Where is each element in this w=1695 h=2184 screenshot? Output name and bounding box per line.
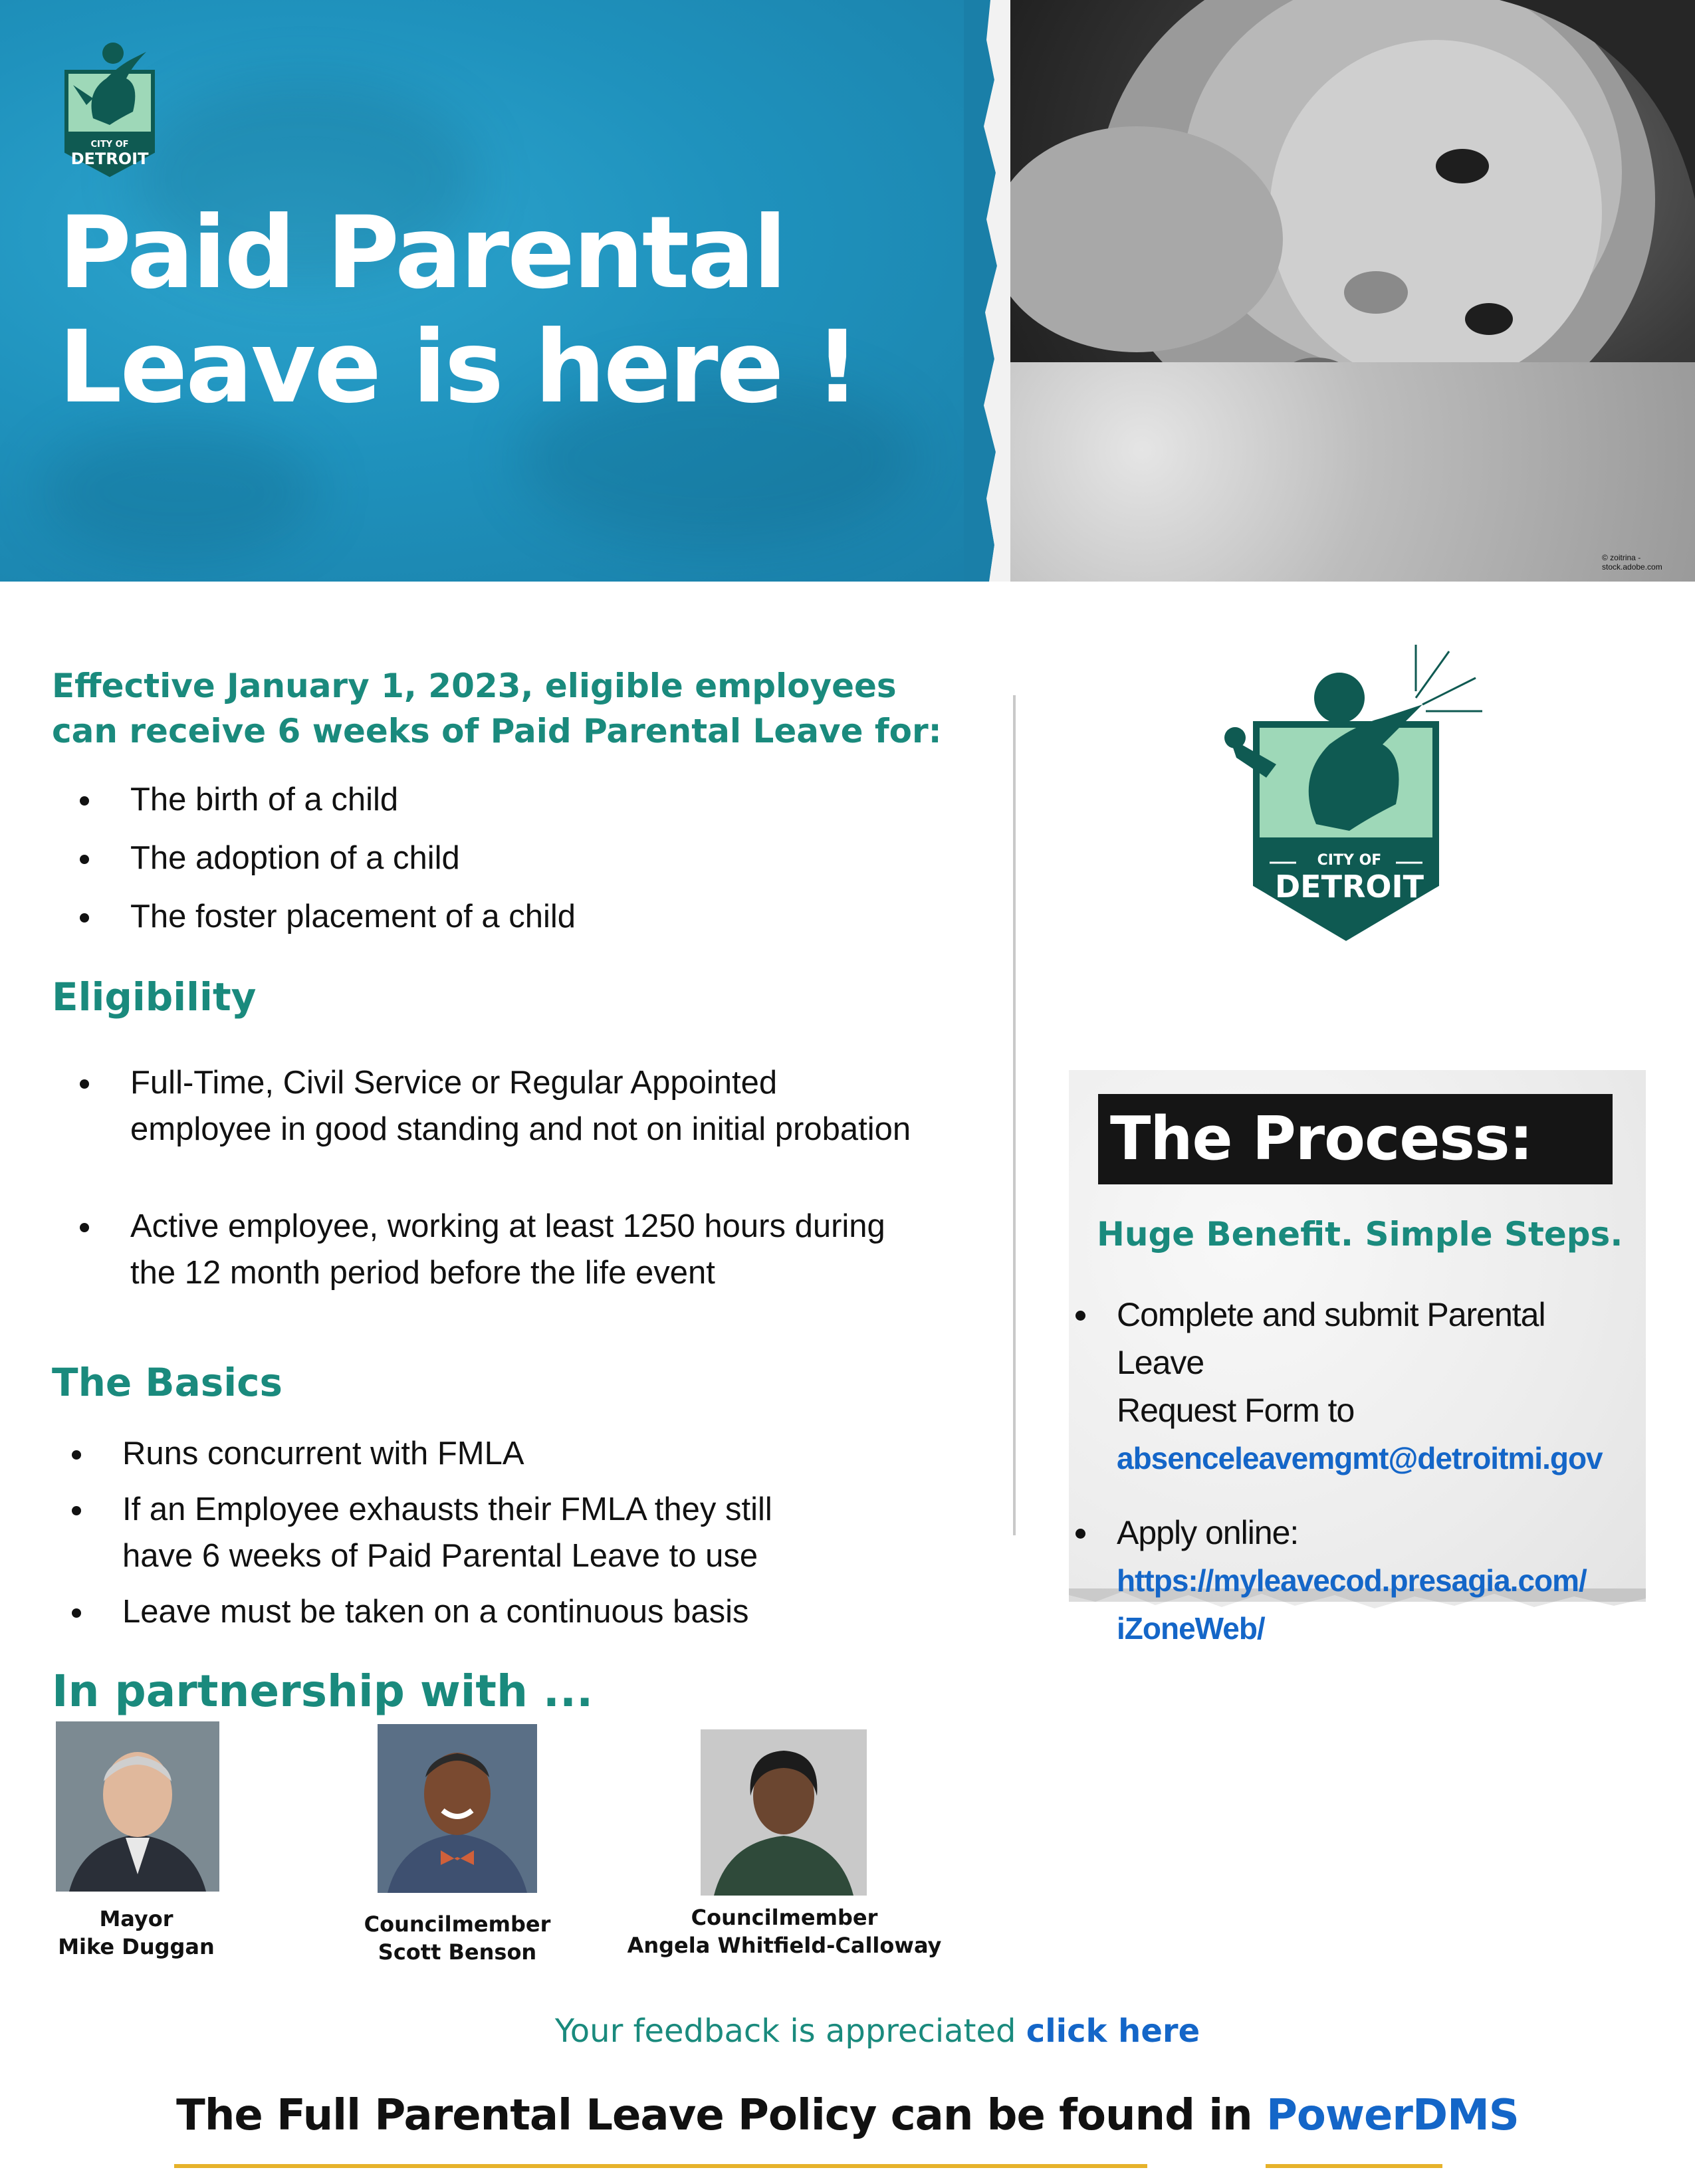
torn-edge-divider [964,0,1010,582]
apply-online-link[interactable] [1117,1557,1640,1652]
partner-caption [346,1910,569,1966]
list-item-text: If an Employee exhausts their FMLA they still [122,1491,772,1527]
process-title: The Process: [1110,1104,1533,1174]
partner-photo-benson [378,1724,537,1893]
process-steps [1075,1291,1640,1652]
bullet-icon [80,796,89,806]
partner-caption [618,1904,951,1959]
list-item [80,1059,997,1152]
feedback-line [0,2013,1695,2050]
basics-heading: The Basics [52,1360,283,1405]
list-item [80,835,997,881]
baby-photo [1004,0,1695,582]
feedback-text: Your feedback is appreciated [554,2013,1026,2050]
intro-list [80,776,997,940]
logo-text-top: CITY OF [90,140,129,150]
bullet-icon [72,1450,81,1460]
partner-photo-whitfield-calloway [701,1729,867,1896]
process-step-text: Request Form to [1117,1392,1355,1429]
bullet-icon [80,1079,89,1089]
list-item [80,1203,997,1296]
list-item [80,776,997,823]
bullet-icon [1075,1529,1085,1539]
underline-decoration [1266,2164,1442,2168]
process-step [1075,1291,1640,1482]
process-step [1075,1509,1640,1652]
intro-line2: can receive 6 weeks of Paid Parental Leave for: [52,712,942,750]
list-item-text: the 12 month period before the life event [130,1255,715,1291]
bullet-icon [72,1506,81,1515]
partner-title: Mayor [99,1906,173,1931]
photo-credit: © zoitrina - stock.adobe.com [1602,553,1662,572]
process-step-text: Complete and submit Parental Leave [1117,1296,1545,1381]
list-item-text: The birth of a child [130,782,399,818]
underline-decoration [174,2164,1147,2168]
list-item-text: have 6 weeks of Paid Parental Leave to use [122,1538,758,1574]
list-item [72,1430,989,1477]
list-item-text: The foster placement of a child [130,899,576,934]
partners-heading: In partnership with ... [52,1666,594,1717]
bullet-icon [80,855,89,864]
partner-caption [27,1905,246,1961]
policy-text: The Full Parental Leave Policy can be found in [176,2091,1266,2140]
column-divider [1013,695,1016,1535]
powerdms-link[interactable]: PowerDMS [1266,2091,1519,2140]
process-subtitle: Huge Benefit. Simple Steps. [1097,1215,1623,1254]
page-title [58,196,923,425]
list-item-text: Leave must be taken on a continuous basis [122,1594,749,1630]
list-item-text: Active employee, working at least 1250 hours during [130,1208,885,1244]
list-item-text: Runs concurrent with FMLA [122,1436,524,1472]
logo-text-bottom: DETROIT [1274,869,1424,905]
partner-name: Scott Benson [378,1939,537,1965]
bullet-icon [80,1223,89,1232]
page-title-line1: Paid Parental [58,195,786,311]
logo-text-bottom: DETROIT [70,150,149,168]
list-item-text: The adoption of a child [130,840,460,876]
logo-text-top: CITY OF [1317,852,1382,869]
feedback-link[interactable]: click here [1026,2013,1200,2050]
eligibility-list [80,1059,997,1296]
bullet-icon [72,1608,81,1618]
list-item [72,1486,989,1579]
basics-list [72,1430,989,1635]
partner-title: Councilmember [691,1905,878,1930]
partner-title: Councilmember [364,1911,551,1937]
intro-line1: Effective January 1, 2023, eligible employees [52,667,897,705]
list-item [80,893,997,940]
bullet-icon [1075,1311,1085,1321]
partner-photo-mayor [56,1721,219,1892]
partner-name: Angela Whitfield-Calloway [627,1933,942,1958]
list-item [72,1588,989,1635]
partner-name: Mike Duggan [58,1934,215,1959]
bullet-icon [80,913,89,923]
eligibility-heading: Eligibility [52,974,257,1020]
email-link[interactable]: absenceleavemgmt@detroitmi.gov [1117,1441,1603,1475]
list-item-text: Full-Time, Civil Service or Regular Appointed [130,1065,778,1101]
intro-heading [52,663,982,754]
apply-online-link-line2[interactable]: iZoneWeb/ [1117,1611,1265,1646]
policy-line [0,2091,1695,2140]
apply-online-link-line1[interactable]: https://myleavecod.presagia.com/ [1117,1563,1587,1598]
list-item-text: employee in good standing and not on initial probation [130,1111,911,1147]
process-step-text: Apply online: [1117,1514,1299,1551]
page-title-line2: Leave is here ! [58,310,859,425]
